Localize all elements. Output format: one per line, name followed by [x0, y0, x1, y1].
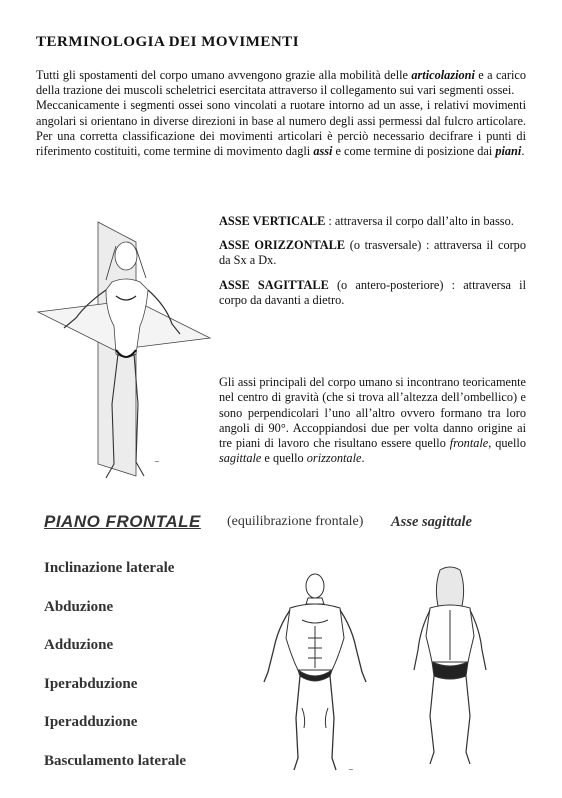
intro-paragraph-2: Meccanicamente i segmenti ossei sono vincolati a ruotare intorno ad un asse, i relativi movimenti angolari si orientano in diverse direzioni in base al numero degli assi permessi dal fulcro articolare. Per una corretta classificazione dei movimenti articolari è perciò necessario decifrare i punti di riferimento costituiti, come termine di movimento dagli assi e come termine di posizione dai piani. [36, 98, 526, 159]
axis-horizontal: ASSE ORIZZONTALE (o trasversale) : attraversa il corpo da Sx a Dx. [219, 238, 526, 268]
movement-item: Abduzione [44, 598, 114, 615]
movements-list [44, 560, 186, 792]
movement-item: Basculamento laterale [44, 752, 187, 769]
artist-signature-1: ~ [154, 458, 160, 466]
intro-paragraph-1: Tutti gli spostamenti del corpo umano avvengono grazie alla mobilità delle articolazioni e a carico della trazione dei muscoli scheletrici esercitata attraverso il collegamento sui vari segmenti ossei. [36, 68, 526, 98]
axis-sagittal: ASSE SAGITTALE (o antero-posteriore) : attraversa il corpo da davanti a dietro. [219, 277, 526, 307]
axis-vertical: ASSE VERTICALE : attraversa il corpo dall’alto in basso. [219, 214, 514, 228]
axes-explanation: Gli assi principali del corpo umano si incontrano teoricamente nel centro di gravità (che si trova all’altezza dell’ombellico) e sono perpendicolari l’uno all’altro ovvero formano tra loro angoli di 90°. Accoppiandosi due per volta danno origine ai tre piani di lavoro che risultano essere quello frontale, quello sagittale e quello orizzontale. [219, 375, 526, 466]
movement-item: Inclinazione laterale [44, 560, 175, 576]
male-figure-front-illustration [250, 568, 380, 778]
axes-definitions [219, 214, 526, 317]
page-title: TERMINOLOGIA DEI MOVIMENTI [36, 34, 300, 50]
plane-axis: Asse sagittale [391, 514, 472, 530]
plane-title: PIANO FRONTALE [44, 512, 201, 531]
plane-subtitle: (equilibrazione frontale) [227, 514, 364, 529]
intro-text [36, 68, 526, 159]
artist-signature-2: ~ [348, 766, 354, 774]
movement-item: Adduzione [44, 637, 114, 654]
female-figure-back-illustration [400, 566, 500, 768]
movement-item: Iperabduzione [44, 675, 138, 692]
movement-item: Iperadduzione [44, 714, 138, 731]
body-planes-illustration [36, 214, 212, 486]
